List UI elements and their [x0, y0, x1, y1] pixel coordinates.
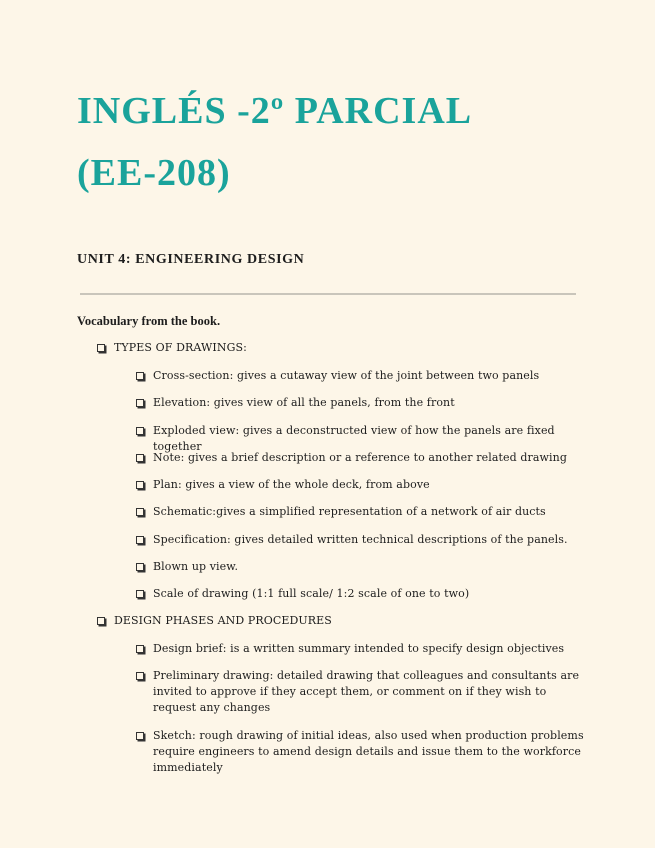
checkbox-bullet-icon [136, 536, 144, 544]
horizontal-divider [80, 293, 576, 295]
list-item [136, 641, 586, 657]
checkbox-bullet-icon [97, 344, 105, 352]
checkbox-bullet-icon [97, 617, 105, 625]
list-item [136, 504, 586, 520]
list-item [136, 728, 586, 776]
list-item-text: Schematic:gives a simplified representation of a network of air ducts [153, 505, 546, 518]
list-item-text: Preliminary drawing: detailed drawing that colleagues and consultants are invited to approve if they accept them, or comment on if they wish to request any changes [153, 669, 580, 714]
list-item [136, 586, 586, 602]
checkbox-bullet-icon [136, 508, 144, 516]
checkbox-bullet-icon [136, 590, 144, 598]
list-item-text: Note: gives a brief description or a reference to another related drawing [153, 451, 567, 464]
section-heading-design-phases [97, 614, 332, 627]
list-item [136, 668, 586, 716]
vocabulary-heading: Vocabulary from the book. [77, 314, 221, 328]
list-item-text: Scale of drawing (1:1 full scale/ 1:2 scale of one to two) [153, 587, 470, 600]
checkbox-bullet-icon [136, 427, 144, 435]
list-item-text: Design brief: is a written summary intended to specify design objectives [153, 642, 565, 655]
title-line-2: (EE-208) [77, 152, 231, 194]
list-item [136, 368, 586, 384]
checkbox-bullet-icon [136, 732, 144, 740]
list-item-text: Cross-section: gives a cutaway view of the joint between two panels [153, 369, 540, 382]
section-heading-label: TYPES OF DRAWINGS: [114, 341, 247, 354]
section-heading-label: DESIGN PHASES AND PROCEDURES [114, 614, 332, 627]
section-heading-types [97, 341, 247, 354]
checkbox-bullet-icon [136, 645, 144, 653]
checkbox-bullet-icon [136, 672, 144, 680]
checkbox-bullet-icon [136, 481, 144, 489]
list-item [136, 532, 586, 548]
list-item-text: Blown up view. [153, 560, 239, 573]
checkbox-bullet-icon [136, 372, 144, 380]
list-item-text: Specification: gives detailed written technical descriptions of the panels. [153, 533, 568, 546]
list-item-text: Plan: gives a view of the whole deck, from above [153, 478, 430, 491]
list-item [136, 395, 586, 411]
list-item [136, 477, 586, 493]
unit-heading: UNIT 4: ENGINEERING DESIGN [77, 252, 305, 267]
list-item-text: Elevation: gives view of all the panels, from the front [153, 396, 455, 409]
list-item-text: Sketch: rough drawing of initial ideas, also used when production problems require engineers to amend design details and issue them to the workforce immediately [153, 729, 584, 774]
list-item [136, 450, 586, 466]
checkbox-bullet-icon [136, 454, 144, 462]
document-title [77, 80, 472, 204]
title-line-1: INGLÉS -2º PARCIAL [77, 90, 473, 132]
list-item [136, 559, 586, 575]
list-item-text: Exploded view: gives a deconstructed view of how the panels are fixed together [153, 424, 555, 453]
checkbox-bullet-icon [136, 563, 144, 571]
checkbox-bullet-icon [136, 399, 144, 407]
